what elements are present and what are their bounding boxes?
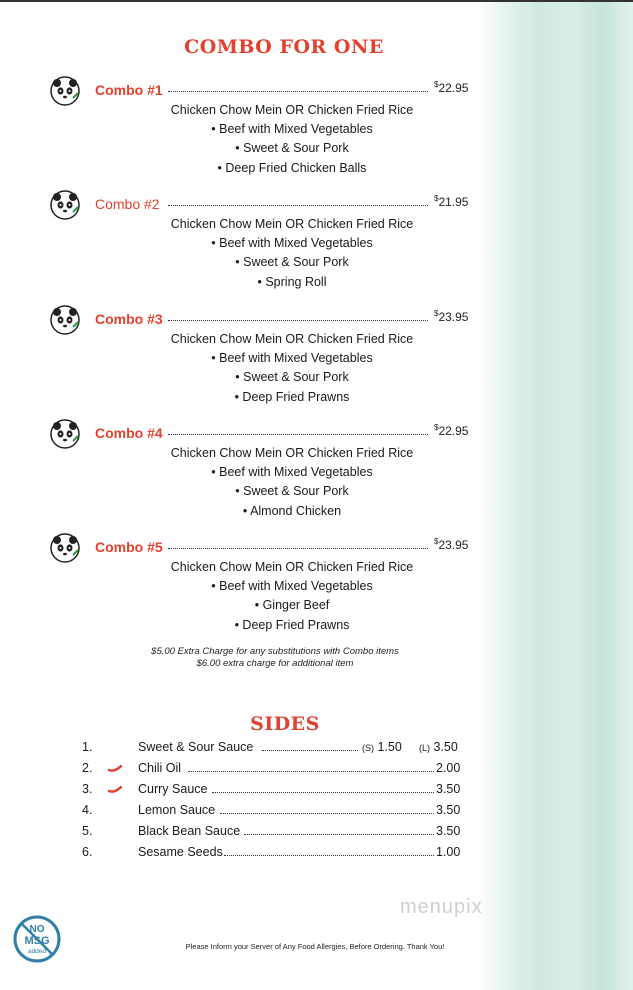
combo-base: Chicken Chow Mein OR Chicken Fried Rice: [170, 103, 414, 117]
dot-leader: [168, 91, 428, 92]
panda-icon: [50, 419, 80, 449]
combo-name: Combo #3: [95, 311, 163, 327]
chili-pepper-icon: [108, 786, 122, 793]
panda-icon: [50, 190, 80, 220]
side-item: [0, 824, 480, 844]
combo-dish: • Beef with Mixed Vegetables: [211, 122, 373, 137]
combo-items: [100, 101, 484, 178]
side-number: 1.: [82, 740, 93, 754]
combo-base: Chicken Chow Mein OR Chicken Fried Rice: [170, 560, 414, 574]
combo-item: [0, 196, 480, 306]
combo-price: $23.95: [434, 309, 469, 324]
combo-dish: • Beef with Mixed Vegetables: [211, 465, 373, 480]
combo-base: Chicken Chow Mein OR Chicken Fried Rice: [170, 446, 414, 460]
svg-text:NO: NO: [29, 924, 45, 935]
side-name: Lemon Sauce: [138, 803, 216, 817]
combo-dish: • Sweet & Sour Pork: [235, 141, 349, 156]
side-item: [0, 761, 480, 781]
dot-leader: [188, 771, 434, 772]
dot-leader: [262, 750, 358, 751]
side-price: 1.00: [436, 845, 461, 859]
side-price: 2.00: [436, 761, 461, 775]
side-number: 3.: [82, 782, 93, 796]
page-title: COMBO FOR ONE: [184, 36, 384, 58]
combo-dish: • Deep Fried Chicken Balls: [217, 160, 367, 175]
combo-name: Combo #2: [95, 196, 160, 212]
side-item: [0, 845, 480, 865]
combo-base: Chicken Chow Mein OR Chicken Fried Rice: [170, 332, 414, 346]
dot-leader: [168, 434, 428, 435]
combo-dish: • Almond Chicken: [242, 503, 342, 518]
combo-dish: • Beef with Mixed Vegetables: [211, 579, 373, 594]
sides-title: SIDES: [250, 713, 320, 735]
additional-note: $6.00 extra charge for additional item: [196, 658, 354, 669]
combo-items: [100, 215, 484, 292]
side-number: 2.: [82, 761, 93, 775]
combo-items: [100, 444, 484, 521]
side-item: [0, 740, 480, 760]
combo-dish: • Sweet & Sour Pork: [235, 484, 349, 499]
side-price: 3.50: [436, 824, 461, 838]
combo-item: [0, 425, 480, 535]
combo-dish: • Deep Fried Prawns: [234, 617, 350, 632]
dot-leader: [168, 320, 428, 321]
combo-name: Combo #4: [95, 425, 163, 441]
dot-leader: [224, 855, 434, 856]
dot-leader: [168, 548, 428, 549]
combo-items: [100, 558, 484, 635]
dot-leader: [168, 205, 428, 206]
combo-dish: • Spring Roll: [257, 274, 327, 289]
bamboo-background: [476, 0, 633, 990]
allergy-notice: Please Inform your Server of Any Food Allergies, Before Ordering. Thank You!: [185, 942, 445, 951]
dot-leader: [220, 813, 434, 814]
combo-name: Combo #1: [95, 82, 163, 98]
combo-dish: • Beef with Mixed Vegetables: [211, 236, 373, 251]
combo-price: $22.95: [434, 423, 469, 438]
combo-base: Chicken Chow Mein OR Chicken Fried Rice: [170, 217, 414, 231]
side-price-small: (S) 1.50: [362, 740, 402, 754]
combo-items: [100, 330, 484, 407]
side-number: 6.: [82, 845, 93, 859]
svg-text:added: added: [27, 948, 47, 955]
side-item: [0, 803, 480, 823]
side-price-large: (L) 3.50: [419, 740, 458, 754]
combo-price: $21.95: [434, 194, 469, 209]
side-price: 3.50: [436, 803, 461, 817]
panda-icon: [50, 76, 80, 106]
panda-icon: [50, 533, 80, 563]
dot-leader: [244, 834, 434, 835]
combo-dish: • Deep Fried Prawns: [234, 389, 350, 404]
svg-text:MSG: MSG: [24, 935, 50, 947]
combo-name: Combo #5: [95, 539, 163, 555]
panda-icon: [50, 305, 80, 335]
side-number: 5.: [82, 824, 93, 838]
combo-item: [0, 82, 480, 192]
side-item: [0, 782, 480, 802]
combo-dish: • Sweet & Sour Pork: [235, 370, 349, 385]
combo-item: [0, 311, 480, 421]
combo-price: $22.95: [434, 80, 469, 95]
dot-leader: [212, 792, 434, 793]
combo-item: [0, 539, 480, 649]
no-msg-badge-icon: [13, 915, 61, 963]
side-name: Black Bean Sauce: [138, 824, 241, 838]
side-name: Chili Oil: [138, 761, 182, 775]
top-border: [0, 0, 633, 2]
combo-dish: • Sweet & Sour Pork: [235, 255, 349, 270]
combo-price: $23.95: [434, 537, 469, 552]
chili-pepper-icon: [108, 765, 122, 772]
side-name: Sweet & Sour Sauce: [138, 740, 254, 754]
side-name: Sesame Seeds: [138, 845, 223, 859]
side-price: 3.50: [436, 782, 461, 796]
combo-dish: • Beef with Mixed Vegetables: [211, 351, 373, 366]
combo-dish: • Ginger Beef: [254, 598, 330, 613]
substitution-note: $5.00 Extra Charge for any substitutions with Combo items: [151, 646, 399, 657]
side-name: Curry Sauce: [138, 782, 208, 796]
watermark: menupix: [400, 896, 483, 918]
side-number: 4.: [82, 803, 93, 817]
